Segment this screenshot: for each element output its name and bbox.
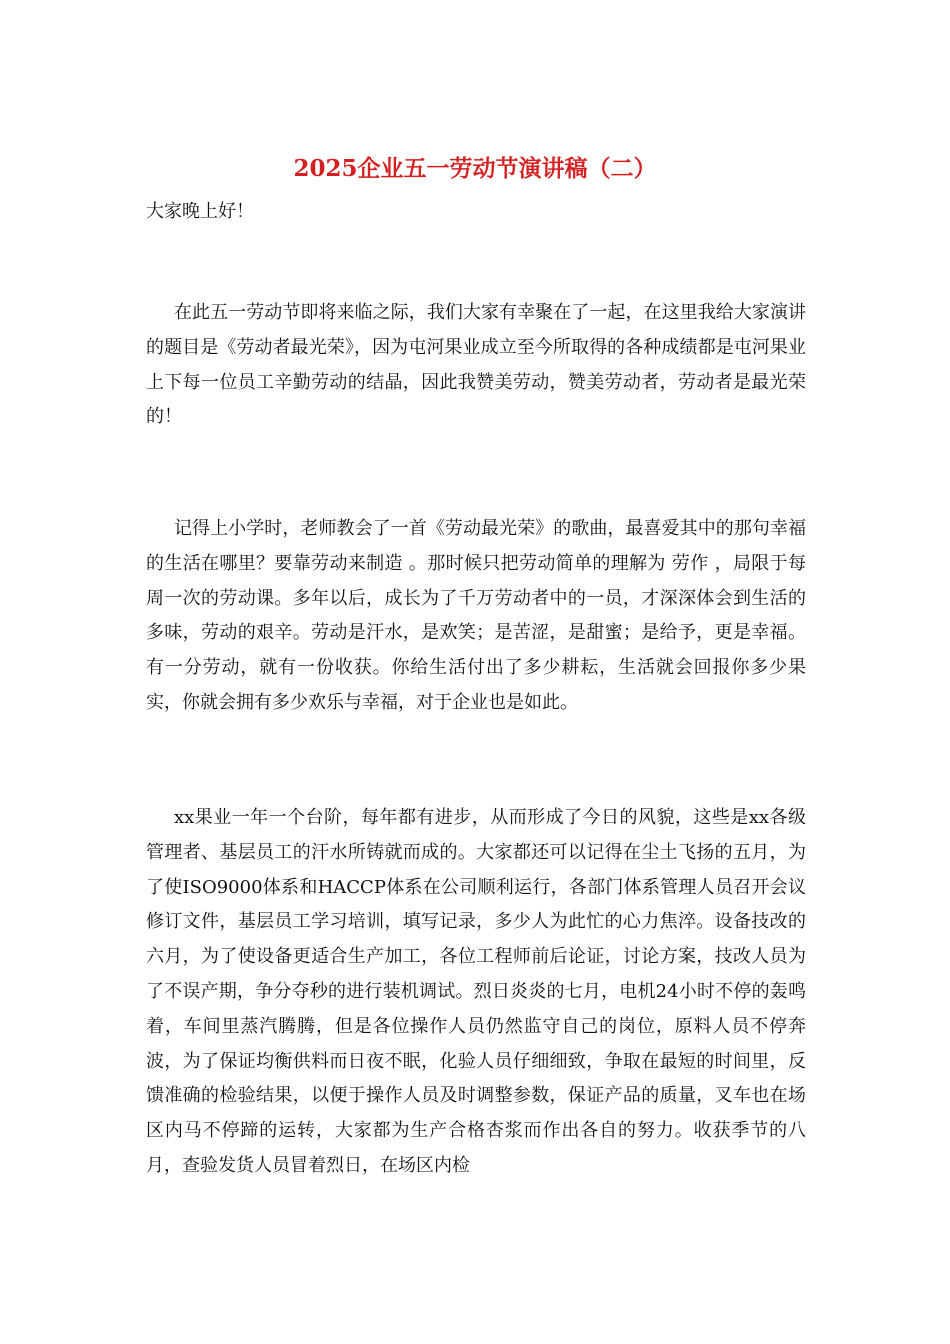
greeting-line: 大家晚上好！ [146,201,254,222]
paragraph-1: 在此五一劳动节即将来临之际，我们大家有幸聚在了一起，在这里我给大家演讲的题目是《劳动者最光荣》，因为屯河果业成立至今所取得的各种成绩都是屯河果业上下每一位员工辛勤劳动的结晶，因此我赞美劳动，赞美劳动者，劳动者是最光荣的！ [146,302,806,428]
paragraph-2: 记得上小学时，老师教会了一首《劳动最光荣》的歌曲，最喜爱其中的那句幸福的生活在哪里？要靠劳动来制造 。那时候只把劳动简单的理解为 劳作 ，局限于每周一次的劳动课。多年以后，成长为了千万劳动者中的一员，才深深体会到生活的多味，劳动的艰辛。劳动是汗水，是欢笑；是苦涩，是甜蜜；是给予，更是幸福。有一分劳动，就有一份收获。你给生活付出了多少耕耘，生活就会回报你多少果实，你就会拥有多少欢乐与幸福，对于企业也是如此。 [146,518,806,713]
document-title: 2025企业五一劳动节演讲稿（二） [293,155,657,182]
paragraph-3: xx果业一年一个台阶，每年都有进步，从而形成了今日的风貌，这些是xx各级管理者、基层员工的汗水所铸就而成的。大家都还可以记得在尘土飞扬的五月，为了使ISO9000体系和HACCP体系在公司顺利运行，各部门体系管理人员召开会议修订文件，基层员工学习培训，填写记录，多少人为此忙的心力焦淬。设备技改的六月，为了使设备更适合生产加工，各位工程师前后论证，讨论方案，技改人员为了不误产期，争分夺秒的进行装机调试。烈日炎炎的七月，电机24小时不停的轰鸣着，车间里蒸汽腾腾，但是各位操作人员仍然监守自己的岗位，原料人员不停奔波，为了保证均衡供料而日夜不眠，化验人员仔细细致，争取在最短的时间里，反馈准确的检验结果，以便于操作人员及时调整参数，保证产品的质量，叉车也在场区内马不停蹄的运转，大家都为生产合格杏浆而作出各自的努力。收获季节的八月，查验发货人员冒着烈日，在场区内检 [146,807,806,1176]
